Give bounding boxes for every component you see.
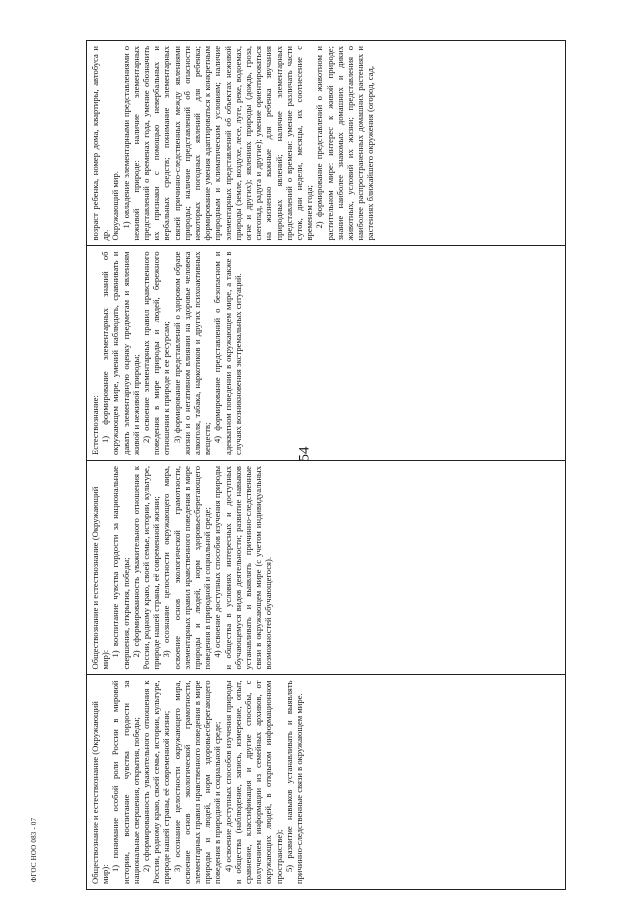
column-intro: возраст ребенка, номер дома, квартиры, автобуса и др. <box>90 45 111 241</box>
column-paragraph: 1) овладение элементарными представлениями о неживой природе: наличие элементарных представлений о временах года, умение обозначить их признаки с помощью невербальных и вербальных средств; понимание элементарных связей причинно-следственных между явлениями природы; наличие представлений об опасности некоторых погодных явлений для ребенка; формирование умения адаптироваться к конкретным природным и климатическим условиям; наличие элементарных представлений об объектах неживой природы (земле, воздухе, лесе, луге, реке, водоемах, огне и других); явлениях природы (дождь, гроза, снегопад, радуга и другие); умение ориентироваться на жизненно важные для ребенка звучания природных явлений; наличие элементарных представлений о времени: умение различать части суток, дни недели, месяцы, их соотнесение с временем года; <box>120 45 315 241</box>
column-paragraph: 2) формирование представлений о животном и растительном мире: интерес к живой природе; знание наиболее знакомых домашних и диких животных, условий их жизни; представления о наиболее распространенных домашних растениях и растениях ближайшего окружения (огород, сад, <box>314 45 376 241</box>
table-column-3 <box>87 246 565 461</box>
column-paragraph: 2) сформированность уважительного отношения к России, родному краю, своей семье, истории, культуре, природе нашей страны, её современной жизни; <box>130 466 162 670</box>
column-paragraph: 1) формирование элементарных знаний об окружающем мире, умений наблюдать, сравнивать и давать элементарную оценку предметам и явлениям живой и неживой природы; <box>100 251 141 455</box>
column-heading: Обществознание и естествознание (Окружающий мир): <box>90 701 111 884</box>
column-paragraph: 2) освоение элементарных правил нравственного поведения в мире природы и людей, бережного отношения к природе и ее ресурсам; <box>141 251 172 455</box>
standards-table <box>86 40 566 890</box>
table-column-4 <box>87 41 565 246</box>
table-column-2 <box>87 460 565 675</box>
page-number: 54 <box>296 446 313 462</box>
column-paragraph: 5) развитие навыков устанавливать и выявлять причинно-следственные связи в окружающем мире. <box>283 680 305 884</box>
column-paragraph: 1) воспитание чувства гордости за национальные свершения, открытия, победы; <box>110 466 131 670</box>
column-heading: Обществознание и естествознание (Окружающий мир): <box>90 486 111 670</box>
document-footer: ФГОС НОО 083 - 07 <box>30 817 38 883</box>
column-paragraph: 2) сформированность уважительного отношения к России, родному краю, своей семье, истории, культуре, природе нашей страны, её современной жизни; <box>141 680 172 884</box>
column-paragraph: 4) формирование представлений о безопасном и адекватном поведении в окружающем мире, а также в случаях возникновения экстремальных ситуаций. <box>212 251 243 455</box>
rotated-table-wrapper <box>86 40 566 890</box>
column-heading: Окружающий мир. <box>110 171 121 241</box>
column-paragraph: 3) осознание целостности окружающего мира, освоение основ экологической грамотности, элементарных правил нравственного поведения в мире природы и людей, норм здоровьесберегающего поведения в природной и социальной среде; <box>161 466 213 670</box>
column-paragraph: 3) формирование представлений о здоровом образе жизни и о негативном влиянии на здоровье человека алкоголя, табака, наркотиков и других психоактивных веществ; <box>171 251 213 455</box>
column-paragraph: 4) освоение доступных способов изучения природы и общества в условиях интересных и доступных обучающемуся видов деятельности; развитие навыков устанавливать и выявлять причинно-следственные связи в окружающем мире (с учетом индивидуальных возможностей обучающегося). <box>212 466 274 670</box>
table-column-1 <box>87 675 565 890</box>
column-heading: Естествознание: <box>90 395 100 455</box>
column-paragraph: 4) освоение доступных способов изучения природы и общества (наблюдение, запись, измерение, опыт, сравнение, классификация и другие способы, с получением информации из семейных архивов, от окружающих людей, в открытом информационном пространстве); <box>222 680 284 884</box>
column-paragraph: 3) осознание целостности окружающего мира, освоение основ экологической грамотности, элементарных правил нравственного поведения в мире природы и людей, норм здоровьесберегающего поведения в природной и социальной среде; <box>171 680 223 884</box>
column-paragraph: 1) понимание особой роли России в мировой истории, воспитание чувства гордости за национальные свершения, открытия, победы; <box>110 680 141 884</box>
